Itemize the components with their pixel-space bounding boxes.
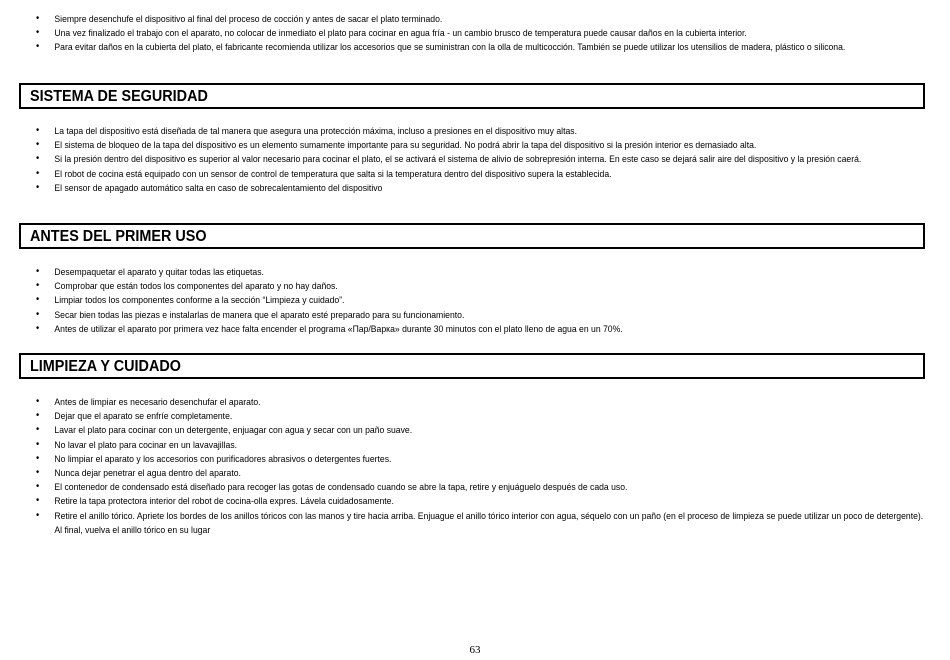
list-item: • Comprobar que están todos los componentes del aparato y no hay daños. xyxy=(36,279,924,293)
list-item: • El contenedor de condensado está diseñado para recoger las gotas de condensado cuando se abre la tapa, retire y enjuáguelo después de cada uso. xyxy=(36,480,924,494)
list-item: • No lavar el plato para cocinar en un lavavajillas. xyxy=(36,438,924,452)
list-item: • Siempre desenchufe el dispositivo al final del proceso de cocción y antes de sacar el plato terminado. xyxy=(36,12,924,26)
list-item: • No limpiar el aparato y los accesorios con purificadores abrasivos o detergentes fuertes. xyxy=(36,452,924,466)
list-item: • Nunca dejar penetrar el agua dentro del aparato. xyxy=(36,466,924,480)
cleaning-bullet-list xyxy=(36,395,924,537)
page-number: 63 xyxy=(469,644,481,656)
section-title-safety: SISTEMA DE SEGURIDAD xyxy=(30,88,208,105)
list-item: • Antes de utilizar el aparato por primera vez hace falta encender el programa «Пар/Варка» durante 30 minutos con el plato lleno de agua en un 70%. xyxy=(36,322,924,336)
list-item: • Desempaquetar el aparato y quitar todas las etiquetas. xyxy=(36,265,924,279)
section-header-cleaning xyxy=(19,353,925,379)
list-item: • La tapa del dispositivo está diseñada de tal manera que asegura una protección máxima, incluso a presiones en el dispositivo muy altas. xyxy=(36,124,924,138)
first-use-bullet-list xyxy=(36,265,906,336)
section-header-first-use xyxy=(19,223,925,249)
list-item: • El sensor de apagado automático salta en caso de sobrecalentamiento del dispositivo xyxy=(36,181,924,195)
list-item: • El robot de cocina está equipado con un sensor de control de temperatura que salta si la temperatura dentro del dispositivo supera la establecida. xyxy=(36,167,924,181)
list-item: • Una vez finalizado el trabajo con el aparato, no colocar de inmediato el plato para cocinar en agua fría - un cambio brusco de temperatura puede causar daños en la cubierta interior. xyxy=(36,26,924,40)
list-item: • Para evitar daños en la cubierta del plato, el fabricante recomienda utilizar los accesorios que se suministran con la olla de multicocción. También se puede utilizar los utensilios de madera, plástico o silicona. xyxy=(36,40,924,54)
list-item: • Retire la tapa protectora interior del robot de cocina-olla expres. Lávela cuidadosamente. xyxy=(36,494,924,508)
list-item: • Dejar que el aparato se enfríe completamente. xyxy=(36,409,924,423)
section-title-first-use: ANTES DEL PRIMER USO xyxy=(30,228,207,245)
list-item: • Secar bien todas las piezas e instalarlas de manera que el aparato esté preparado para su funcionamiento. xyxy=(36,308,924,322)
safety-bullet-list xyxy=(36,124,906,195)
section-title-cleaning: LIMPIEZA Y CUIDADO xyxy=(30,358,181,375)
list-item: • Si la presión dentro del dispositivo es superior al valor necesario para cocinar el plato, el se activará el sistema de alivio de sobrepresión interna. En este caso se dejará salir aire del dispositivo y la presión caerá. xyxy=(36,152,924,166)
list-item: • Antes de limpiar es necesario desenchufar el aparato. xyxy=(36,395,924,409)
list-item: • Limpiar todos los componentes conforme a la sección “Limpieza y cuidado”. xyxy=(36,293,924,307)
intro-bullet-list xyxy=(36,12,906,55)
section-header-safety xyxy=(19,83,925,109)
list-item: • Lavar el plato para cocinar con un detergente, enjuagar con agua y secar con un paño suave. xyxy=(36,423,924,437)
list-item: • El sistema de bloqueo de la tapa del dispositivo es un elemento sumamente importante para su seguridad. No podrá abrir la tapa del dispositivo si la presión interior es demasiado alta. xyxy=(36,138,924,152)
list-item: • Retire el anillo tórico. Apriete los bordes de los anillos tóricos con las manos y tire hacia arriba. Enjuague el anillo tórico interior con agua, séquelo con un paño (en el proceso de limpieza se puede utilizar un poco de detergente). Al final, vuelva el anillo tórico en su lugar xyxy=(36,509,924,537)
